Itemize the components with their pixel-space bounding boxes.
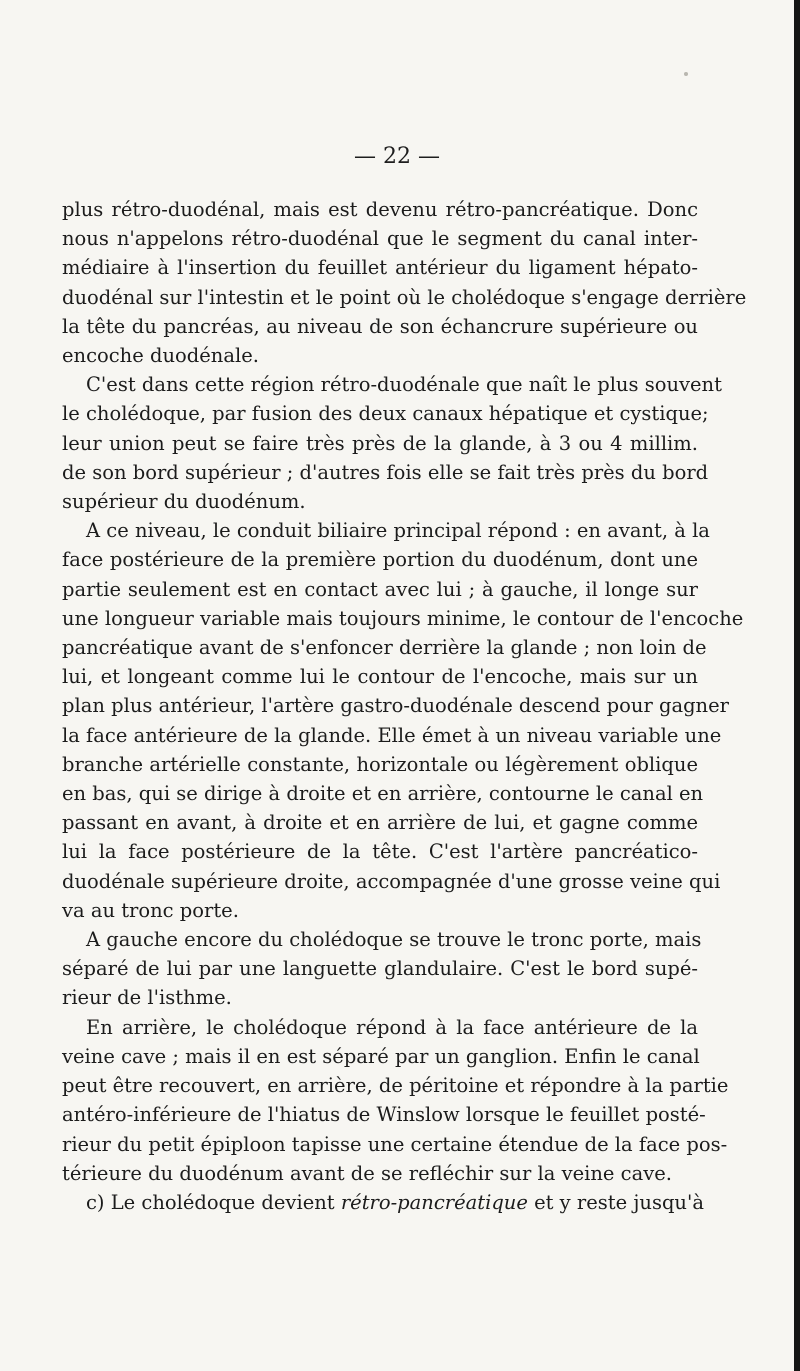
scan-border [794, 0, 800, 1371]
text-line: plan plus antérieur, l'artère gastro-duodénale descend pour gagner [62, 694, 729, 718]
text-line: partie seulement est en contact avec lui ; à gauche, il longe sur [62, 577, 698, 601]
text-line [62, 1188, 704, 1217]
paragraph-1 [62, 195, 747, 370]
paragraph-6 [62, 1188, 704, 1217]
text-line: rieur de l'isthme. [62, 986, 232, 1010]
text-line: duodénal sur l'intestin et le point où le cholédoque s'engage derrière [62, 285, 747, 309]
text-line: peut être recouvert, en arrière, de péritoine et répondre à la partie [62, 1074, 729, 1098]
text-line: térieure du duodénum avant de se refléchir sur la veine cave. [62, 1161, 672, 1185]
text-line: leur union peut se faire très près de la glande, à 3 ou 4 millim. [62, 431, 698, 455]
text-line: A ce niveau, le conduit biliaire principal répond : en avant, à la [86, 519, 710, 543]
text-line: la face antérieure de la glande. Elle émet à un niveau variable une [62, 723, 722, 747]
scan-speck [684, 72, 688, 76]
text-line: pancréatique avant de s'enfoncer derrière la glande ; non loin de [62, 636, 707, 660]
paragraph-5 [62, 1013, 729, 1188]
text-line: branche artérielle constante, horizontale ou légèrement oblique [62, 752, 698, 776]
paragraph-4 [62, 925, 702, 1013]
text-line: face postérieure de la première portion du duodénum, dont une [62, 548, 698, 572]
paragraph-3 [62, 516, 744, 925]
text-line: plus rétro-duodénal, mais est devenu rétro-pancréatique. Donc [62, 198, 698, 221]
text-fragment: et y reste jusqu'à [527, 1190, 704, 1214]
text-line: duodénale supérieure droite, accompagnée d'une grosse veine qui [62, 869, 721, 893]
body-text [62, 195, 747, 1217]
text-line: médiaire à l'insertion du feuillet antérieur du ligament hépato- [62, 256, 698, 280]
text-line: nous n'appelons rétro-duodénal que le segment du canal inter- [62, 227, 698, 251]
text-line: va au tronc porte. [62, 898, 239, 922]
text-line: séparé de lui par une languette glandulaire. C'est le bord supé- [62, 957, 698, 981]
text-line: rieur du petit épiploon tapisse une certaine étendue de la face pos- [62, 1132, 728, 1156]
italic-term: rétro-pancréatique [340, 1190, 528, 1214]
text-line: A gauche encore du cholédoque se trouve le tronc porte, mais [86, 928, 702, 952]
text-line: en bas, qui se dirige à droite et en arrière, contourne le canal en [62, 782, 704, 806]
text-line: veine cave ; mais il en est séparé par un ganglion. Enfin le canal [62, 1044, 700, 1068]
text-line: supérieur du duodénum. [62, 490, 306, 514]
paragraph-2 [62, 370, 722, 516]
text-fragment: c) Le cholédoque devient [86, 1190, 341, 1214]
text-line: lui la face postérieure de la tête. C'est l'artère pancréatico- [62, 840, 698, 864]
text-line: En arrière, le cholédoque répond à la face antérieure de la [86, 1015, 698, 1039]
page-number: — 22 — [354, 144, 440, 169]
text-line: lui, et longeant comme lui le contour de l'encoche, mais sur un [62, 665, 698, 689]
text-line: C'est dans cette région rétro-duodénale que naît le plus souvent [86, 373, 722, 397]
text-line: antéro-inférieure de l'hiatus de Winslow lorsque le feuillet posté- [62, 1103, 706, 1127]
text-line: passant en avant, à droite et en arrière de lui, et gagne comme [62, 811, 698, 835]
text-line: le cholédoque, par fusion des deux canaux hépatique et cystique; [62, 402, 709, 426]
text-line: de son bord supérieur ; d'autres fois elle se fait très près du bord [62, 460, 709, 484]
text-line: une longueur variable mais toujours minime, le contour de l'encoche [62, 606, 744, 630]
text-line: encoche duodénale. [62, 344, 259, 368]
text-line: la tête du pancréas, au niveau de son échancrure supérieure ou [62, 314, 698, 338]
